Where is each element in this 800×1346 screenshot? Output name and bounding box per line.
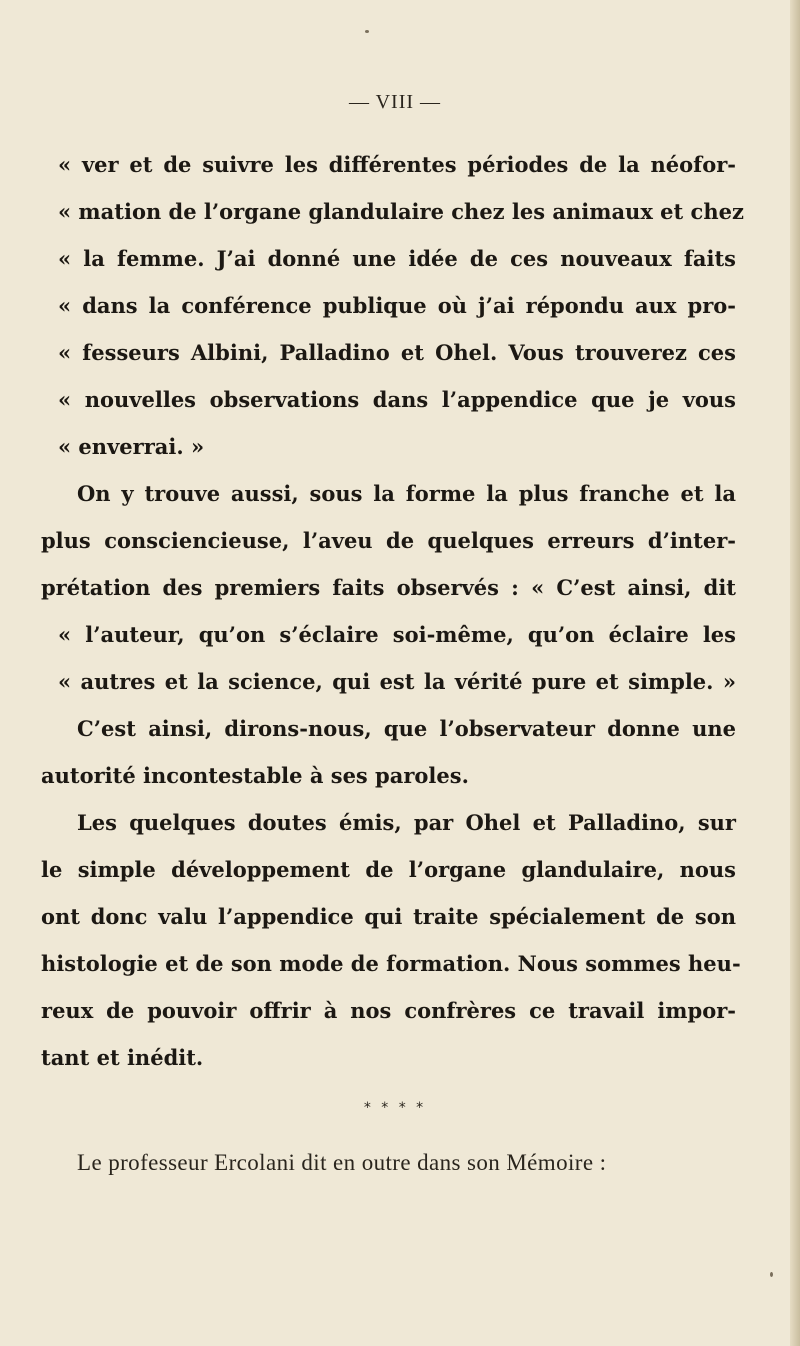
text-line: « dans la conférence publique où j’ai répondu aux pro- (58, 293, 736, 318)
text-line: reux de pouvoir offrir à nos confrères ce travail impor- (41, 998, 736, 1023)
text-line: « nouvelles observations dans l’appendice que je vous (58, 387, 736, 412)
paper-speck (365, 30, 369, 33)
text-line: « enverrai. » (58, 434, 205, 459)
text-line: « mation de l’organe glandulaire chez les animaux et chez (58, 199, 744, 224)
text-line: le simple développement de l’organe glandulaire, nous (41, 857, 736, 882)
text-line: autorité incontestable à ses paroles. (41, 763, 469, 788)
running-head: — VIII — (348, 91, 442, 113)
paper-speck (770, 1272, 773, 1277)
text-line: On y trouve aussi, sous la forme la plus franche et la (77, 481, 736, 506)
text-line: « fesseurs Albini, Palladino et Ohel. Vous trouverez ces (58, 340, 736, 365)
text-line: ont donc valu l’appendice qui traite spécialement de son (41, 904, 736, 929)
text-line: « l’auteur, qu’on s’éclaire soi-même, qu’on éclaire les (58, 622, 736, 647)
text-line: histologie et de son mode de formation. Nous sommes heu- (41, 951, 741, 976)
text-line: plus consciencieuse, l’aveu de quelques erreurs d’inter- (41, 528, 736, 553)
text-line: tant et inédit. (41, 1045, 204, 1070)
text-line: C’est ainsi, dirons-nous, que l’observateur donne une (77, 716, 736, 741)
separator-ornament: * * * * (363, 1100, 427, 1116)
final-line: Le professeur Ercolani dit en outre dans son Mémoire : (77, 1150, 607, 1175)
text-line: Les quelques doutes émis, par Ohel et Palladino, sur (77, 810, 736, 835)
text-line: « ver et de suivre les différentes périodes de la néofor- (58, 152, 736, 177)
text-line: « autres et la science, qui est la vérité pure et simple. » (58, 669, 736, 694)
text-line: prétation des premiers faits observés : « C’est ainsi, dit (41, 575, 736, 600)
page-edge (790, 0, 800, 1346)
text-line: « la femme. J’ai donné une idée de ces nouveaux faits (58, 246, 736, 271)
